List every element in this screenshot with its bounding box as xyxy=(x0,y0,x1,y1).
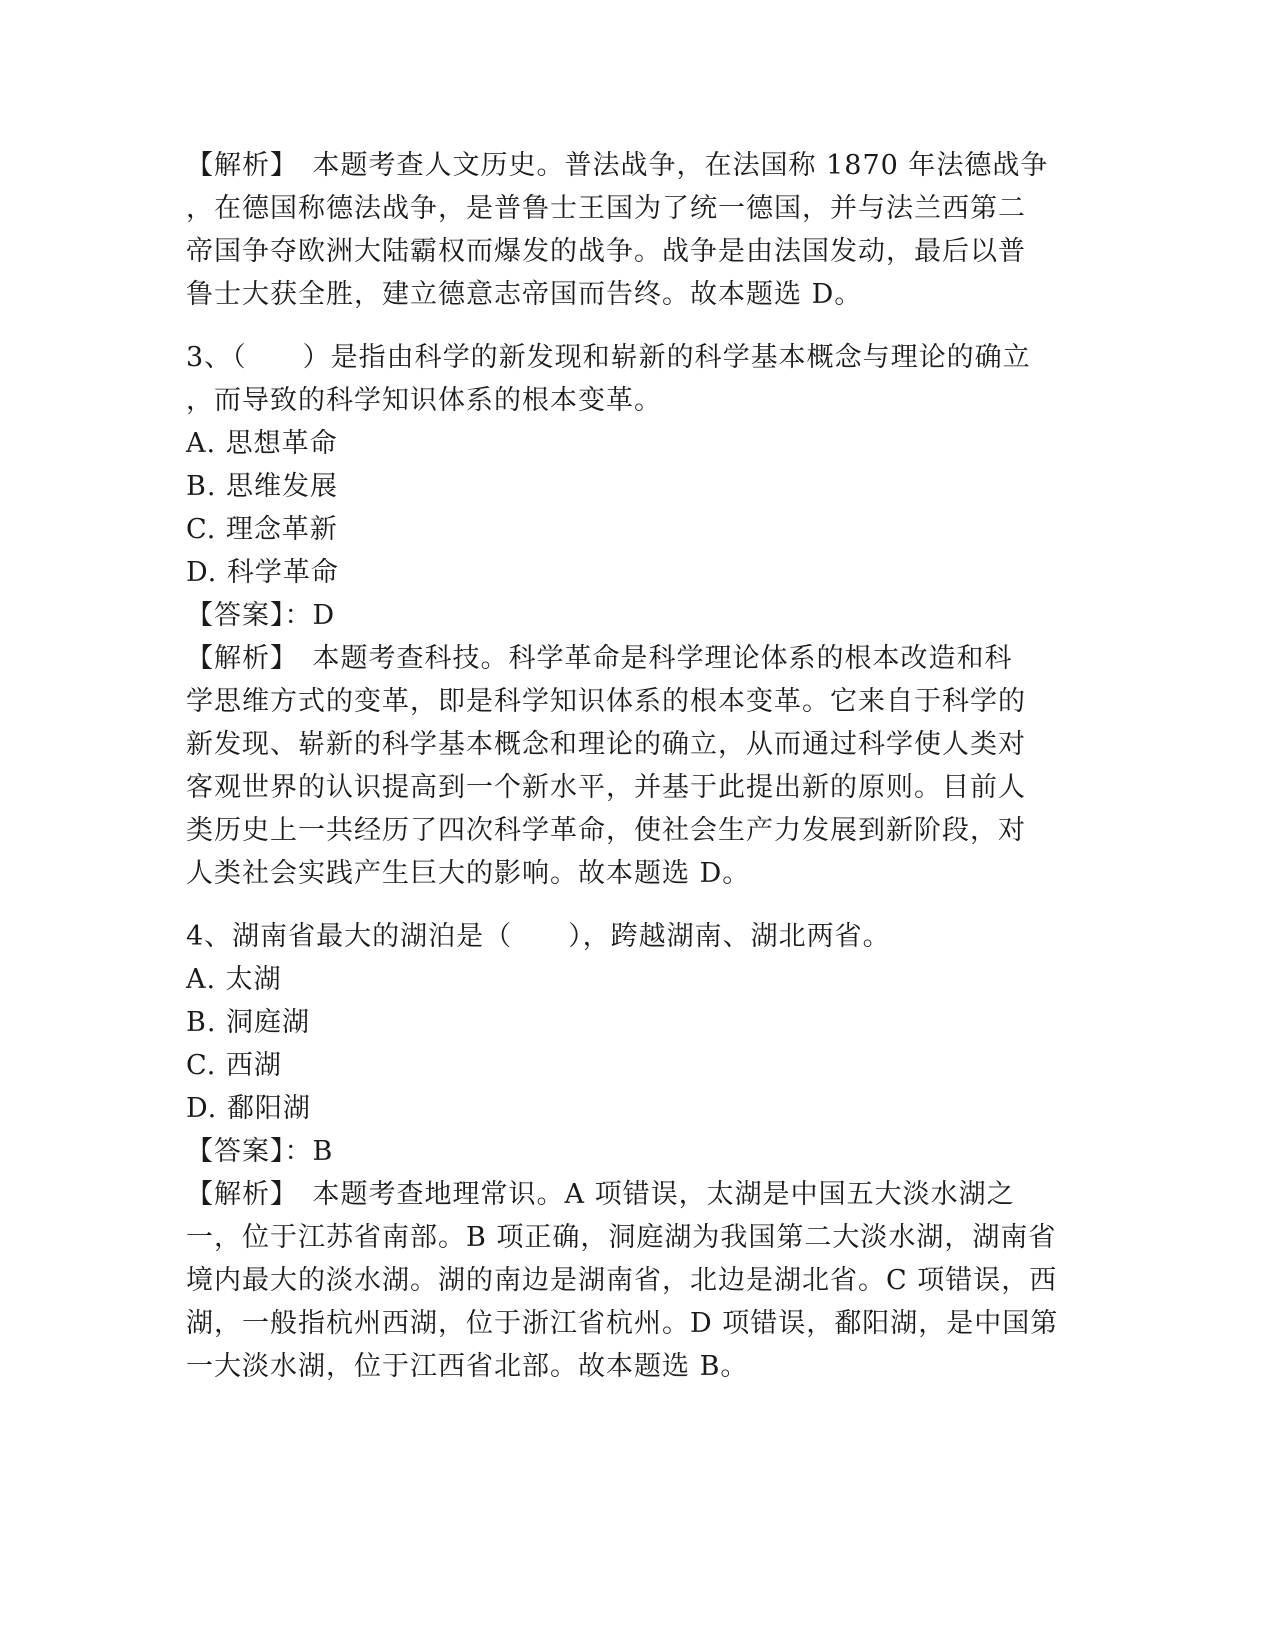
question-block-3 xyxy=(186,336,1086,895)
document-page xyxy=(186,144,1086,1388)
question-block-4 xyxy=(186,915,1086,1388)
option-c: C. 西湖 xyxy=(186,1050,282,1081)
option-d: D. 科学革命 xyxy=(186,557,339,588)
analysis-line: 湖，一般指杭州西湖，位于浙江省杭州。D 项错误，鄱阳湖，是中国第 xyxy=(186,1308,1059,1339)
option-a: A. 思想革命 xyxy=(186,428,338,459)
analysis-line: 境内最大的淡水湖。湖的南边是湖南省，北边是湖北省。C 项错误，西 xyxy=(186,1265,1058,1296)
option-b: B. 思维发展 xyxy=(186,471,339,502)
analysis-line: 一，位于江苏省南部。B 项正确，洞庭湖为我国第二大淡水湖，湖南省 xyxy=(186,1222,1057,1253)
analysis-block-q2 xyxy=(186,144,1086,316)
option-b: B. 洞庭湖 xyxy=(186,1007,311,1038)
option-a: A. 太湖 xyxy=(186,964,282,995)
option-d: D. 鄱阳湖 xyxy=(186,1093,311,1124)
text-line: ，在德国称德法战争，是普鲁士王国为了统一德国，并与法兰西第二 xyxy=(186,193,1026,224)
analysis-line: 学思维方式的变革，即是科学知识体系的根本变革。它来自于科学的 xyxy=(186,686,1026,717)
paragraph-gap xyxy=(186,316,1086,336)
analysis-line: 新发现、崭新的科学基本概念和理论的确立，从而通过科学使人类对 xyxy=(186,729,1026,760)
analysis-line: 一大淡水湖，位于江西省北部。故本题选 B。 xyxy=(186,1351,749,1382)
analysis-line: 客观世界的认识提高到一个新水平，并基于此提出新的原则。目前人 xyxy=(186,772,1026,803)
question-stem: 3、（ ）是指由科学的新发现和崭新的科学基本概念与理论的确立 xyxy=(186,342,1031,373)
text-line: 鲁士大获全胜，建立德意志帝国而告终。故本题选 D。 xyxy=(186,279,863,310)
answer-line: 【答案】：B xyxy=(186,1136,334,1167)
option-c: C. 理念革新 xyxy=(186,514,338,545)
text-line: 帝国争夺欧洲大陆霸权而爆发的战争。战争是由法国发动，最后以普 xyxy=(186,236,1026,267)
question-stem: ，而导致的科学知识体系的根本变革。 xyxy=(186,385,662,416)
answer-line: 【答案】：D xyxy=(186,600,336,631)
analysis-line: 类历史上一共经历了四次科学革命，使社会生产力发展到新阶段，对 xyxy=(186,815,1026,846)
paragraph-gap xyxy=(186,895,1086,915)
question-stem: 4、湖南省最大的湖泊是（ ），跨越湖南、湖北两省。 xyxy=(186,921,891,952)
analysis-line: 人类社会实践产生巨大的影响。故本题选 D。 xyxy=(186,858,751,889)
text-line: 【解析】 本题考查人文历史。普法战争，在法国称 1870 年法德战争 xyxy=(186,150,1049,181)
analysis-line: 【解析】 本题考查地理常识。A 项错误，太湖是中国五大淡水湖之 xyxy=(186,1179,1015,1210)
analysis-line: 【解析】 本题考查科技。科学革命是科学理论体系的根本改造和科 xyxy=(186,643,1013,674)
